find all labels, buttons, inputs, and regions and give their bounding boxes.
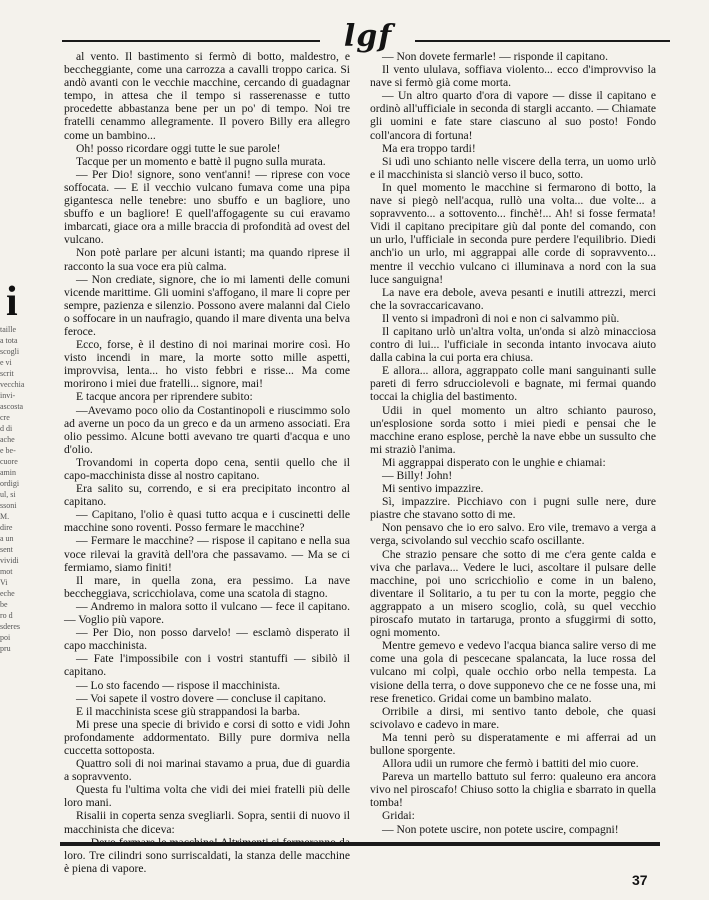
paragraph: E il macchinista scese giù strappandosi la barba. [76, 704, 301, 718]
margin-fragment: vecchia [0, 380, 25, 389]
paragraph: Allora udii un rumore che fermò i battiti del mio cuore. [382, 757, 639, 771]
paragraph: Udii in quel momento un altro schianto pauroso, un'esplosione sorda sotto i miei piedi e pensai che le macchine erano esplose, perchè la nave ebbe un sussulto che mi straziò l'anima. [370, 403, 656, 456]
paragraph: — Fermare le macchine? — rispose il capitano e nella sua voce rilevai la gravità dell'ora che passavamo. — Ma se ci fermiamo, siamo finiti! [64, 534, 350, 574]
paragraph: Il capitano urlò un'altra volta, un'onda si alzò minacciosa contro di lui... l'ufficiale in seconda intanto invocava aiuto dalla cabina la cui porta era chiusa. [370, 324, 656, 365]
right-column [370, 50, 656, 840]
margin-fragment: d di [0, 424, 13, 433]
paragraph: Quattro soli di noi marinai stavamo a prua, due di guardia a sopravvento. [64, 757, 350, 784]
paragraph: Sì, impazzire. Picchiavo con i pugni sulle nere, dure piastre che stavano sotto di me. [370, 495, 656, 522]
adjacent-page-margin [0, 280, 28, 840]
margin-fragment: a un [0, 534, 14, 543]
page-number: 37 [632, 872, 648, 888]
paragraph: Mi aggrappai disperato con le unghie e chiamai: [382, 455, 606, 469]
margin-fragment: a tota [0, 336, 18, 345]
paragraph: E allora... allora, aggrappato colle mani sanguinanti sulle pareti di ferro sdrucciolevoli e bagnate, mi fermai quando toccai la chiglia del bastimento. [370, 364, 656, 404]
margin-fragment: mot [0, 567, 13, 576]
paragraph: Era salito su, correndo, e si era precipitato incontro al capitano. [64, 482, 350, 509]
margin-fragment: cuore [0, 457, 18, 466]
footer-rule [60, 842, 660, 846]
paragraph: Orribile a dirsi, mi sentivo tanto debole, che quasi scivolavo e cadevo in mare. [370, 704, 656, 731]
margin-fragment: vividi [0, 556, 19, 565]
header-ornament: lgf [343, 19, 393, 54]
paragraph: E tacque ancora per riprendere subito: [76, 390, 253, 404]
paragraph: — Capitano, l'olio è quasi tutto acqua e i cuscinetti delle macchine sono roventi. Posso fermare le macchine? [64, 508, 350, 535]
margin-fragment: e vi [0, 358, 12, 367]
margin-fragment: Vi [0, 578, 8, 587]
paragraph: Il vento ululava, soffiava violento... ecco d'improvviso la nave si fermò già come morta. [370, 63, 656, 90]
paragraph: Che strazio pensare che sotto di me c'era gente calda e viva che parlava... Vedere le luci, ascoltare il pulsare delle macchine, poi uno scricchiolìo e come in un baleno, diventare il Solitario, a tu per tu con la morte, peggio che aggrappato a un misero scoglio, colà, su quel vecchio piroscafo mutato in tartaruga, pronto a sfuggirmi di sotto, ogni momento. [370, 547, 656, 640]
paragraph: Non potè parlare per alcuni istanti; ma quando riprese il racconto la sua voce era più calma. [64, 246, 350, 273]
margin-fragments [0, 324, 28, 654]
paragraph: — Non potete uscire, non potete uscire, compagni! [382, 822, 619, 836]
paragraph: — Per Dio! signore, sono vent'anni! — riprese con voce soffocata. — E il vecchio vulcano fumava come una pipa gigantesca nelle tenebre: uno sbuffo e un bagliore, uno sbuffo e un bagliore! E quell'affogagente su cui eravamo imbarcati, giace ora a mille braccia di profondità ad ovest del vulcano. [64, 167, 350, 247]
paragraph: — Per Dio, non posso darvelo! — esclamò disperato il capo macchinista. [64, 626, 350, 653]
paragraph: — Lo sto facendo — rispose il macchinista. [76, 678, 281, 692]
paragraph: Pareva un martello battuto sul ferro: qualeuno era ancora vivo nel piroscafo! Chiuso sotto la chiglia e sbarrato in quella tomba! [370, 770, 656, 810]
paragraph: Tacque per un momento e battè il pugno sulla murata. [76, 154, 326, 168]
margin-big-letter: i [6, 279, 18, 325]
paragraph: Ecco, forse, è il destino di noi marinai morire così. Ho visto incendi in mare, la morte sotto mille aspetti, improvvisa, lenta... ho visto febbri e risse... Ma come morirono i miei due fratelli... signore, mai! [64, 338, 350, 391]
paragraph: Oh! posso ricordare oggi tutte le sue parole! [76, 141, 281, 155]
paragraph: Il mare, in quella zona, era pessimo. La nave beccheggiava, scricchiolava, come una scatola di stagno. [64, 573, 350, 600]
paragraph: Si udì uno schianto nelle viscere della terra, un uomo urlò e il macchinista si slanciò verso il buco, sotto. [370, 154, 656, 181]
margin-fragment: taille [0, 325, 16, 334]
margin-fragment: ro d [0, 611, 13, 620]
paragraph: Mentre gemevo e vedevo l'acqua bianca salire verso di me come una gola di pescecane spalancata, la luce rossa del vulcano mi colpì, quale occhio orbo nella tempesta. La visione della terra, o dove supponevo che ce ne fosse una, mi rese frenetico. Gridai come un bambino malato. [370, 639, 656, 705]
paragraph: Questa fu l'ultima volta che vidi dei miei fratelli più delle loro mani. [64, 783, 350, 810]
margin-fragment: sent [0, 545, 13, 554]
paragraph: — Non crediate, signore, che io mi lamenti delle comuni vicende marittime. Gli uomini s'affogano, il mare li copre per sempre, pazienza e silenzio. Possono avere malanni dal Cielo o soffocare in un naufragio, quando il mare diventa una belva feroce. [64, 272, 350, 338]
paragraph: La nave era debole, aveva pesanti e inutili attrezzi, merci che la sovraccaricavano. [370, 285, 656, 312]
margin-fragment: e be- [0, 446, 16, 455]
paragraph: — Fate l'impossibile con i vostri stantuffi — sibilò il capitano. [64, 652, 350, 679]
paragraph: — Billy! John! [382, 469, 453, 482]
margin-fragment: amin [0, 468, 16, 477]
margin-fragment: be [0, 600, 8, 609]
paragraph: Risalii in coperta senza svegliarli. Sopra, sentii di nuovo il macchinista che diceva: [64, 809, 350, 836]
paragraph: — Voi sapete il vostro dovere — concluse il capitano. [76, 691, 327, 705]
margin-fragment: scogli [0, 347, 20, 356]
margin-fragment: ascosta [0, 402, 24, 411]
paragraph: In quel momento le macchine si fermarono di botto, la nave si piegò nell'acqua, rullò una volta... due volte... a sopravvento... a sottovento... finchè!... Ah! si fosse fermata! Vidi il capitano precipitare giù dal ponte del comando, con un urlo, l'ufficiale in seconda pure perdere l'equilibrio. Diedi anch'io un urlo, mi aggrappai alle corde di sopravvento... mentre il vecchio vulcano ci illuminava a nord con la sua luce sanguigna! [370, 180, 656, 286]
paragraph: Ma tenni però su disperatamente e mi afferrai ad un bullone sporgente. [370, 730, 656, 757]
margin-fragment: ache [0, 435, 15, 444]
margin-fragment: eche [0, 589, 15, 598]
paragraph: Il vento si impadronì di noi e non ci salvammo più. [382, 311, 620, 325]
paragraph: — Un altro quarto d'ora di vapore — disse il capitano e ordinò all'ufficiale in seconda di stargli accanto. — Chiamate gli uomini e fate stare ciascuno al suo posto! Fondo coll'ancora di fortuna! [370, 89, 656, 142]
margin-fragment: M. [0, 512, 10, 521]
margin-fragment: ordigi [0, 479, 20, 488]
margin-fragment: cre [0, 413, 10, 422]
margin-fragment: ssoni [0, 501, 17, 510]
paragraph: loro. Tre cilindri sono surriscaldati, la stanza delle macchine è piena di vapore. [64, 848, 350, 875]
paragraph: Mi prese una specie di brivido e corsi di sotto e vidi John profondamente addormentato. Billy pure dormiva nella cuccetta sottoposta. [64, 717, 350, 757]
paragraph: al vento. Il bastimento si fermò di botto, maldestro, e beccheggiante, come una carrozza a cavalli troppo carica. Si andò avanti con le vecchie macchine, cercando di guadagnar tempo, in attesa che il tempo si rasserenasse e tutto procedette abbastanza bene per un po' di tempo. Noi tre fratelli cenammo allegramente. Il povero Billy era allegro come un bambino... [64, 50, 350, 142]
paragraph: — Non dovete fermarle! — risponde il capitano. [382, 50, 609, 63]
margin-fragment: pru [0, 644, 11, 653]
paragraph: Non pensavo che io ero salvo. Ero vile, tremavo a verga a verga, scivolando sul vecchio scafo oscillante. [370, 521, 656, 548]
paragraph: Mi sentivo impazzire. [382, 482, 484, 496]
paragraph: — Andremo in malora sotto il vulcano — fece il capitano. — Voglio più vapore. [64, 599, 350, 627]
margin-fragment: sderes [0, 622, 20, 631]
paragraph: —Avevamo poco olio da Costantinopoli e riuscimmo solo ad averne un poco da un greco e da un armeno associati. Era olio pessimo. Alcune botti avevano tre quarti d'acqua e uno d'olio. [64, 403, 350, 456]
margin-fragment: dire [0, 523, 13, 532]
margin-fragment: ul, si [0, 490, 16, 499]
margin-fragment: invi- [0, 391, 16, 400]
left-column [64, 50, 350, 875]
paragraph: Trovandomi in coperta dopo cena, sentii quello che il capo-macchinista disse al nostro capitano. [64, 455, 350, 482]
margin-fragment: scrit [0, 369, 14, 378]
margin-fragment: poi [0, 633, 11, 642]
header-rule-left [62, 40, 320, 42]
paragraph: Gridai: [382, 809, 415, 823]
paragraph: Ma era troppo tardi! [382, 141, 476, 155]
header-rule-right [415, 40, 670, 42]
